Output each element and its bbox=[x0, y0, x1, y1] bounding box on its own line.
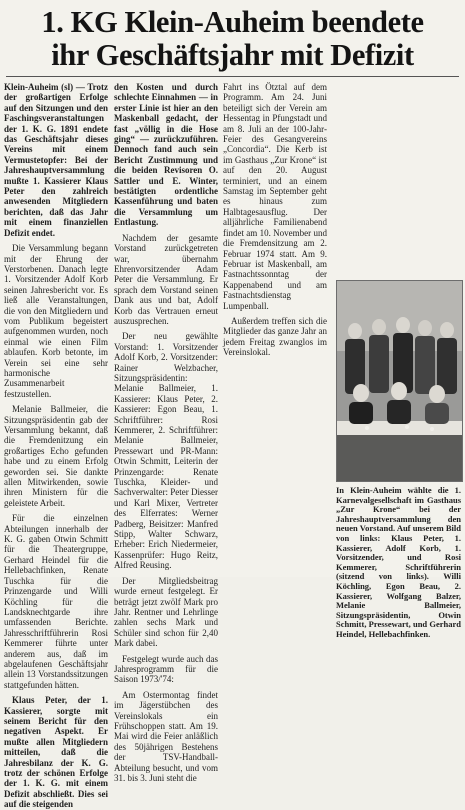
paragraph: Außerdem treffen sich die Mitglieder das ganze Jahr an jedem Freitag zwanglos im Vereinslokal. bbox=[223, 315, 327, 358]
paragraph: Am Ostermontag findet im Jägerstübchen des Vereinslokals ein Frühschoppen statt. Am 19. Mai wird die Feier anläßlich des 50jährigen Bestehens der TSV-Handball-Abteilung besucht, und vom 31. bis 3. Juni steht die bbox=[114, 689, 218, 783]
headline-line-2: ihr Geschäftsjahr mit Defizit bbox=[51, 38, 414, 72]
paragraph: Melanie Ballmeier, die Sitzungspräsidentin gab der Versammlung bekannt, daß die Fremdenitzung ein großartiges Echo gefunden habe und zu einem Erfolg geworden sei. Sie dankte allen Mitwirkenden, sowie ihren Ministern für die geleistete Arbeit. bbox=[4, 404, 108, 508]
article-column-3 bbox=[223, 82, 327, 574]
paragraph: Für die einzelnen Abteilungen innerhalb der K. G. gaben Otwin Schmitt für die Theatergruppe, Gerhard Heindel für die Hellebachfinken, Renate Tuschka für die Prinzengarde und Willi Köchling für die Landsknechtgarde ihre umfassenden Berichte. Jahresschriftführerin Rosi Kemmerer führte unter anderem aus, daß im abgelaufenen Geschäftsjahr allein 13 Vorstandssitzungen stattgefunden hätten. bbox=[4, 513, 108, 690]
headline-line-1: 1. KG Klein-Auheim beendete bbox=[41, 5, 424, 39]
paragraph: Die Versammlung begann mit der Ehrung der Verstorbenen. Danach legte 1. Vorsitzender Adolf Korb seinen Jahresbericht vor. Es ließ alle Veranstaltungen, die von den Mitgliedern und vom Publikum begeistert aufgenommen wurden, noch einmal wie einen Film ablaufen. Korb betonte, im Verein sei eine sehr harmonische Zusammenarbeit festzustellen. bbox=[4, 243, 108, 399]
lead-text: — Trotz der großartigen Erfolge auf den Sitzungen und den Faschingsveranstaltungen der 1. K. G. 1891 endete das Geschäftsjahr dieses Vereins mit einem Vermustetopfer: Bei der Jahreshauptversammlung mußte 1. Kassierer Klaus Peter den zahlreich anwesenden Mitgliedern berichten, daß das Jahr mit einem finanziellen Defizit endet. bbox=[4, 82, 109, 238]
article-column-1 bbox=[4, 82, 109, 810]
group-photo bbox=[336, 280, 463, 482]
paragraph: Klaus Peter, der 1. Kassierer, sorgte mit seinem Bericht für den negativen Aspekt. Er mußte allen Mitgliedern mitteilen, daß die Jahresbilanz der K. G. trotz der schönen Erfolge der 1. K. G. mit einem Defizit abschließt. Dies sei auf die steigenden bbox=[4, 695, 108, 810]
paragraph: Fahrt ins Ötztal auf dem Programm. Am 24. Juni beteiligt sich der Verein am Hessentag in Pfungstadt und am 8. Juli an der 100-Jahr-Feier des Gesangvereins „Concordia“. Die Kerb ist im Gasthaus „Zur Krone“ ist auf den 20. August terminiert, und an einem Samstag im September geht es hinaus zum Halbtagesausflug. Der alljährliche Familienabend findet am 10. November und die Fremdensitzung am 2. Februar 1974 statt. Am 9. Februar ist Maskenball, am Fastnachtssonntag der Kappenabend und am Fastnachtsdienstag Lumpenball. bbox=[223, 82, 327, 311]
paragraph: Nachdem der gesamte Vorstand zurückgetreten war, übernahm Ehrenvorsitzender Adam Peter die Versammlung. Er sprach dem Vorstand seinen Dank aus und bat, Adolf Korb das Vertrauen erneut auszusprechen. bbox=[114, 232, 218, 326]
photo-caption: In Klein-Auheim wählte die 1. Karnevalgesellschaft im Gasthaus „Zur Krone“ bei der Jahreshauptversammlung den neuen Vorstand. Auf unserem Bild von links: Klaus Peter, 1. Kassierer, Adolf Korb, 1. Vorsitzender, und Rosi Kemmerer, Schriftführerin (sitzend von links). Willi Köchling, Egon Beau, 2. Kassierer, Wolfgang Balzer, Melanie Ballmeier, Sitzungspräsidentin, Otwin Schmitt, Pressewart, und Gerhard Heindel, Hellebachfinken. bbox=[336, 485, 461, 639]
headline bbox=[6, 6, 459, 72]
paragraph: den Kosten und durch schlechte Einnahmen — in erster Linie ist hier an den Maskenball gedacht, der fast „völlig in die Hose ging“ — zurückzuführen. Dennoch fand auch sein Bericht Zustimmung und die beiden Revisoren O. Sattler und E. Winter, bestätigten ordentliche Kassenführung und baten die Versammlung um Entlastung. bbox=[114, 82, 218, 228]
lead-paragraph bbox=[4, 82, 108, 238]
headline-rule bbox=[6, 76, 459, 77]
dateline: Klein-Auheim (sl) bbox=[4, 82, 74, 92]
paragraph: Festgelegt wurde auch das Jahresprogramm für die Saison 1973/'74: bbox=[114, 653, 218, 685]
photo-illustration bbox=[337, 281, 462, 481]
paragraph: Der neu gewählte Vorstand: 1. Vorsitzender Adolf Korb, 2. Vorsitzender: Rainer Welzbacher, Sitzungspräsidentin: Melanie Ballmeier, 1. Kassierer: Klaus Peter, 2. Kassierer: Egon Beau, 1. Schriftführer: Rosi Kemmerer, 2. Schriftführer: Melanie Ballmeier, Pressewart und PR-Mann: Otwin Schmitt, Leiterin der Prinzengarde: Renate Tuschka, Kleider- und Sachverwalter: Peter Diesser und Karl Mixer, Vertreter des Elferrates: Werner Padberg, Beisitzer: Manfred Stipp, Walter Schwarz, Erheber: Erich Niedermeier, Kassenprüfer: Hugo Reitz, Alfred Reusing. bbox=[114, 331, 218, 571]
article-column-2 bbox=[114, 82, 218, 783]
paragraph: Der Mitgliedsbeitrag wurde erneut festgelegt. Er beträgt jetzt zwölf Mark pro Jahr. Rentner und Lehrlinge zahlen sechs Mark und Schüler sind schon für 2,40 Mark dabei. bbox=[114, 575, 218, 649]
